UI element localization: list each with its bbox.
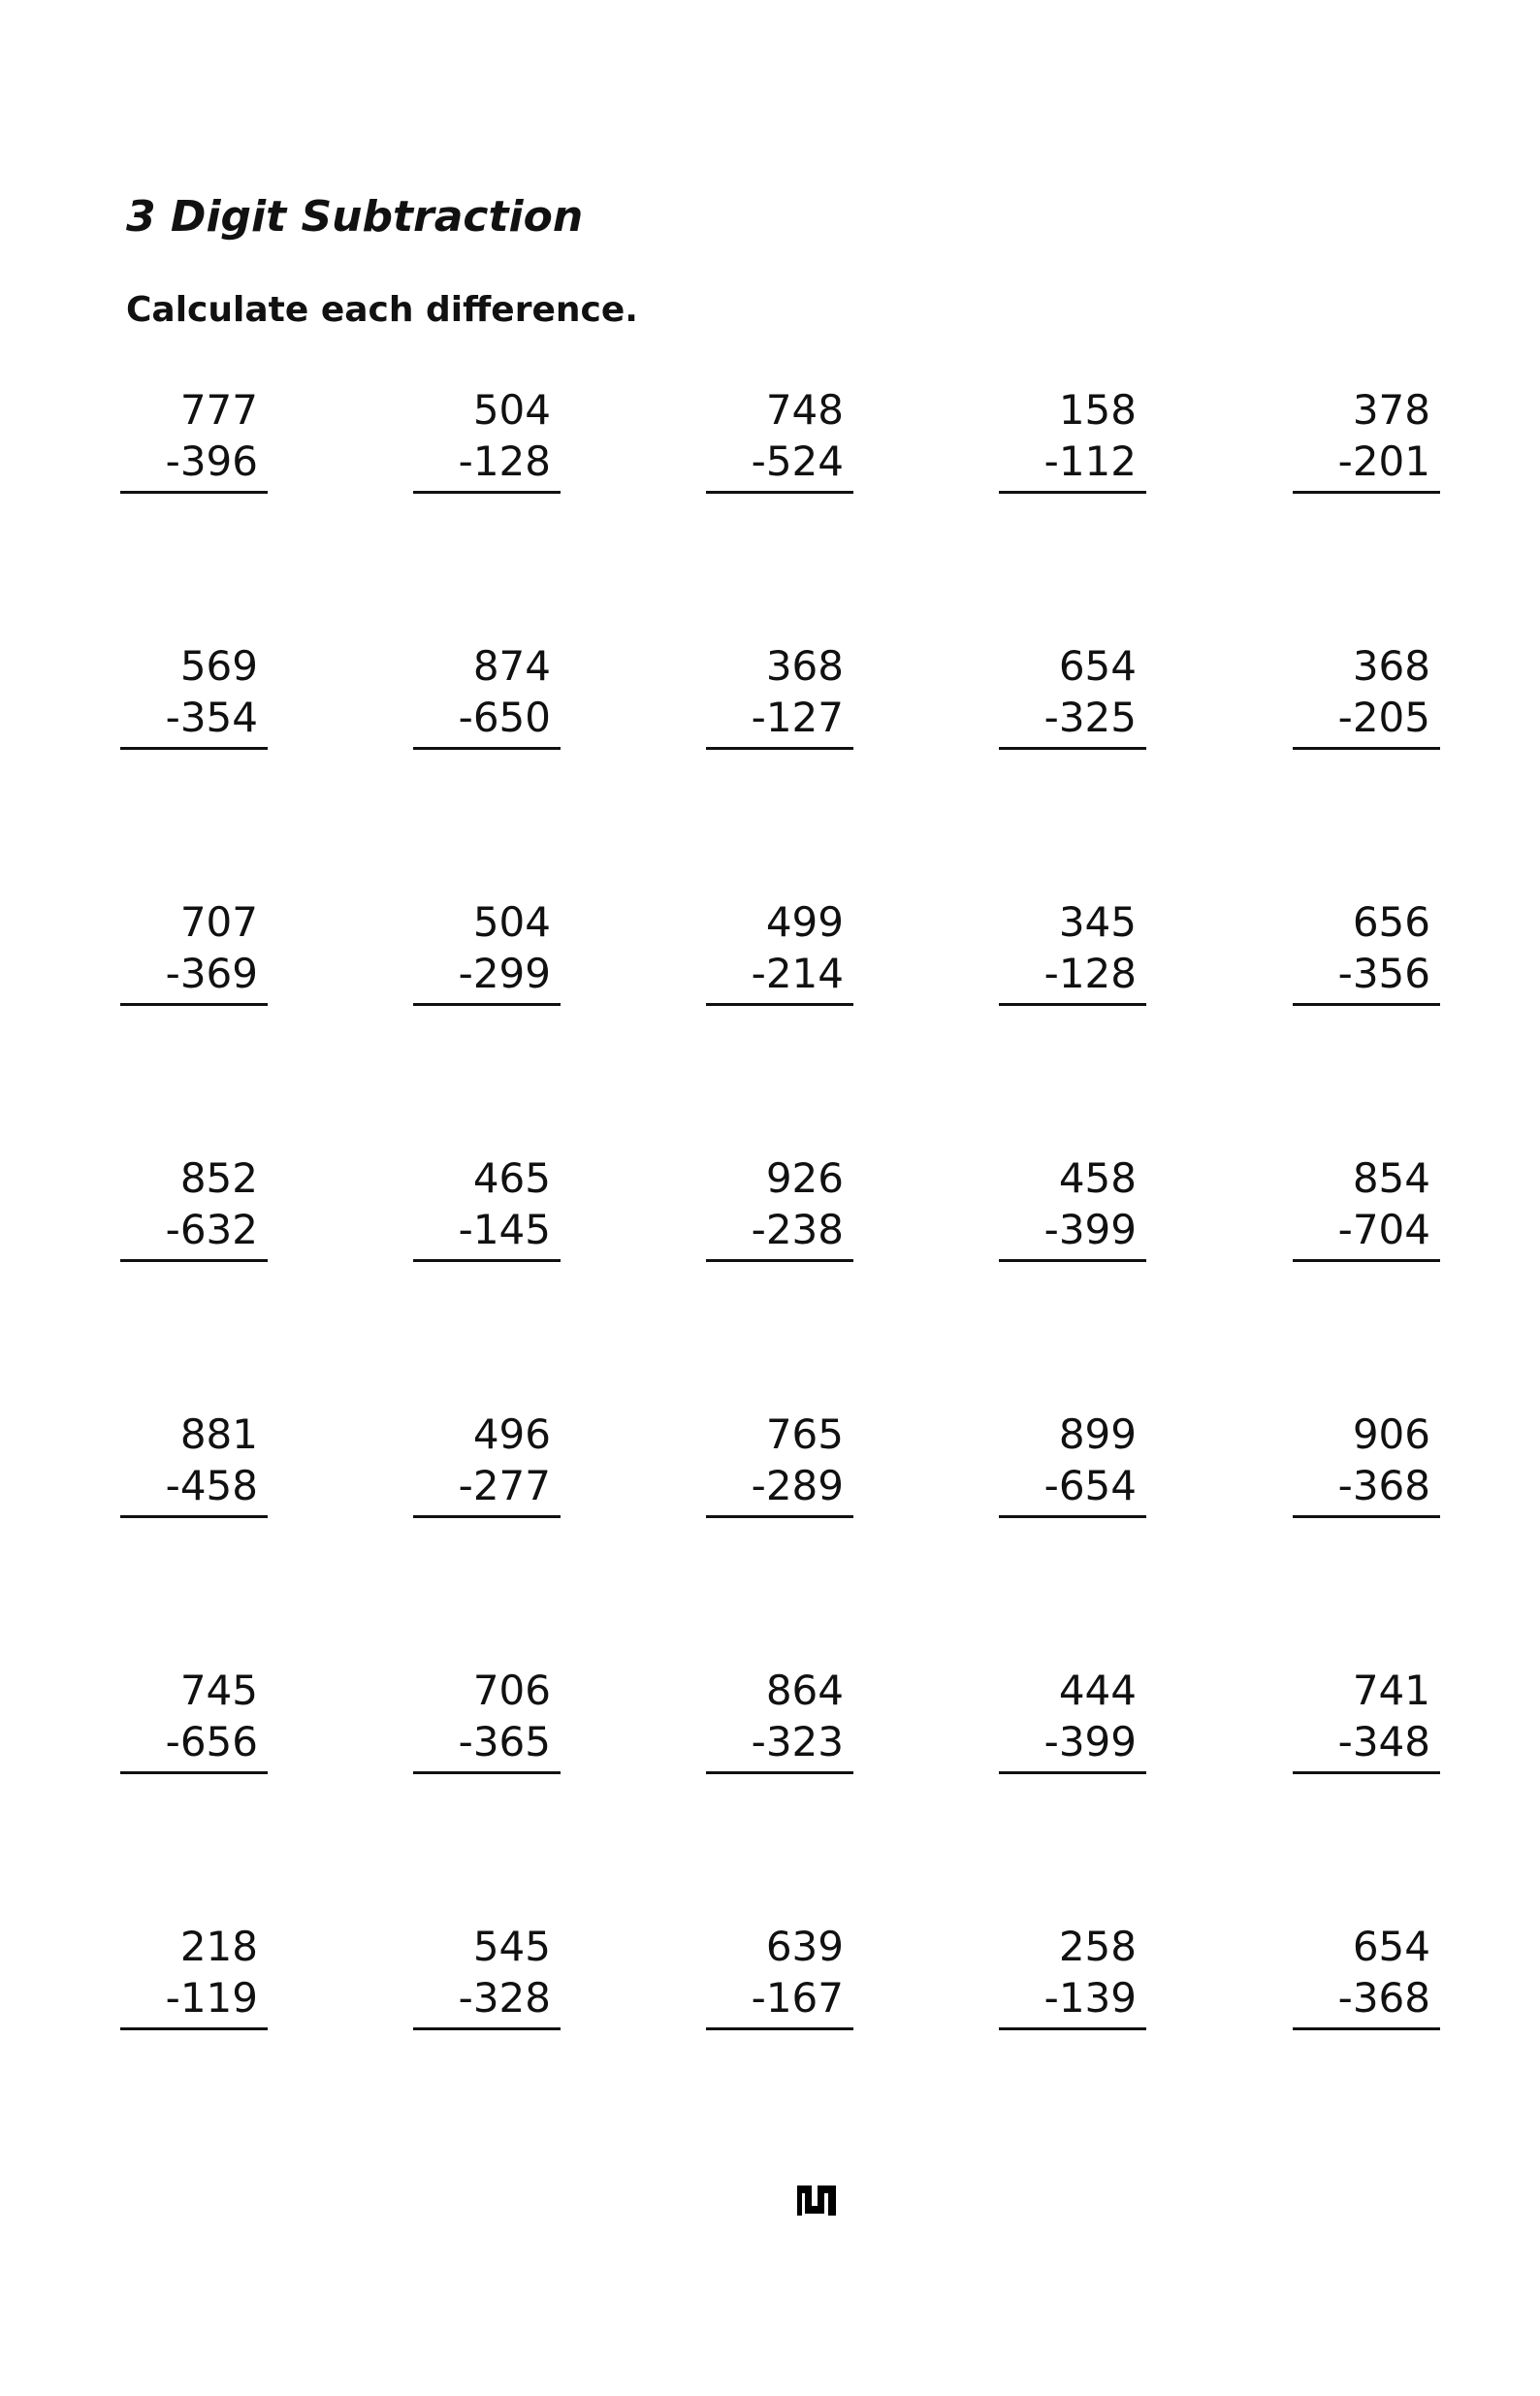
subtrahend: -399 (1043, 1718, 1137, 1765)
subtraction-problem (999, 1667, 1146, 1773)
subtraction-problem (413, 642, 561, 749)
minuend: 765 (765, 1410, 844, 1458)
subtrahend: -399 (1043, 1206, 1137, 1253)
subtrahend: -368 (1337, 1974, 1430, 2022)
answer-line (413, 491, 561, 494)
answer-line (1293, 2027, 1440, 2030)
minuend: 864 (765, 1667, 844, 1714)
answer-line (999, 491, 1146, 494)
answer-line (1293, 1003, 1440, 1006)
minuend: 899 (1058, 1410, 1137, 1458)
minuend: 777 (179, 386, 258, 434)
minuend: 496 (472, 1410, 551, 1458)
brand-logo-icon (795, 2183, 838, 2218)
subtraction-problem (413, 898, 561, 1005)
answer-line (1293, 1515, 1440, 1518)
subtraction-problem (999, 642, 1146, 749)
answer-line (413, 2027, 561, 2030)
answer-line (1293, 1259, 1440, 1262)
subtraction-problem (999, 1410, 1146, 1517)
subtraction-problem (999, 898, 1146, 1005)
subtraction-problem (999, 386, 1146, 493)
subtraction-problem (413, 1667, 561, 1773)
subtraction-problem (120, 1667, 268, 1773)
subtrahend: -128 (1043, 950, 1137, 997)
subtraction-problem (706, 898, 853, 1005)
subtraction-problem (706, 386, 853, 493)
subtrahend: -119 (165, 1974, 258, 2022)
subtraction-problem (120, 1154, 268, 1261)
minuend: 881 (179, 1410, 258, 1458)
subtraction-problem (1293, 1667, 1440, 1773)
subtrahend: -325 (1043, 694, 1137, 741)
subtrahend: -127 (751, 694, 844, 741)
subtraction-problem (706, 1667, 853, 1773)
answer-line (1293, 747, 1440, 750)
subtrahend: -656 (165, 1718, 258, 1765)
answer-line (999, 1771, 1146, 1774)
answer-line (120, 1771, 268, 1774)
subtrahend: -238 (751, 1206, 844, 1253)
subtrahend: -348 (1337, 1718, 1430, 1765)
subtraction-problem (120, 386, 268, 493)
answer-line (413, 1771, 561, 1774)
subtraction-problem (706, 1154, 853, 1261)
answer-line (413, 1259, 561, 1262)
subtrahend: -205 (1337, 694, 1430, 741)
subtraction-problem (706, 642, 853, 749)
subtraction-problem (999, 1923, 1146, 2029)
answer-line (1293, 491, 1440, 494)
minuend: 368 (765, 642, 844, 690)
answer-line (706, 491, 853, 494)
minuend: 745 (179, 1667, 258, 1714)
minuend: 378 (1352, 386, 1430, 434)
answer-line (413, 1515, 561, 1518)
subtrahend: -289 (751, 1462, 844, 1509)
subtrahend: -365 (458, 1718, 551, 1765)
minuend: 854 (1352, 1154, 1430, 1202)
answer-line (999, 1515, 1146, 1518)
minuend: 639 (765, 1923, 844, 1970)
subtrahend: -650 (458, 694, 551, 741)
subtrahend: -323 (751, 1718, 844, 1765)
minuend: 258 (1058, 1923, 1137, 1970)
subtraction-problem (120, 642, 268, 749)
subtrahend: -167 (751, 1974, 844, 2022)
answer-line (1293, 1771, 1440, 1774)
minuend: 656 (1352, 898, 1430, 946)
answer-line (413, 747, 561, 750)
subtrahend: -654 (1043, 1462, 1137, 1509)
minuend: 444 (1058, 1667, 1137, 1714)
minuend: 748 (765, 386, 844, 434)
answer-line (706, 1259, 853, 1262)
subtrahend: -277 (458, 1462, 551, 1509)
answer-line (706, 747, 853, 750)
subtraction-problem (120, 1410, 268, 1517)
subtraction-problem (413, 1154, 561, 1261)
subtrahend: -704 (1337, 1206, 1430, 1253)
subtrahend: -458 (165, 1462, 258, 1509)
subtraction-problem (120, 1923, 268, 2029)
minuend: 654 (1058, 642, 1137, 690)
subtraction-problem (1293, 642, 1440, 749)
subtrahend: -632 (165, 1206, 258, 1253)
subtraction-problem (706, 1923, 853, 2029)
subtraction-problem (413, 1410, 561, 1517)
minuend: 345 (1058, 898, 1137, 946)
minuend: 158 (1058, 386, 1137, 434)
minuend: 465 (472, 1154, 551, 1202)
answer-line (120, 747, 268, 750)
minuend: 504 (472, 898, 551, 946)
answer-line (999, 747, 1146, 750)
minuend: 874 (472, 642, 551, 690)
subtraction-problem (706, 1410, 853, 1517)
subtrahend: -201 (1337, 437, 1430, 485)
answer-line (706, 1003, 853, 1006)
answer-line (706, 2027, 853, 2030)
minuend: 741 (1352, 1667, 1430, 1714)
minuend: 545 (472, 1923, 551, 1970)
minuend: 569 (179, 642, 258, 690)
minuend: 906 (1352, 1410, 1430, 1458)
minuend: 368 (1352, 642, 1430, 690)
answer-line (706, 1515, 853, 1518)
subtrahend: -128 (458, 437, 551, 485)
subtraction-problem (413, 1923, 561, 2029)
subtrahend: -396 (165, 437, 258, 485)
answer-line (120, 1515, 268, 1518)
minuend: 504 (472, 386, 551, 434)
subtrahend: -524 (751, 437, 844, 485)
subtrahend: -368 (1337, 1462, 1430, 1509)
subtrahend: -299 (458, 950, 551, 997)
answer-line (120, 2027, 268, 2030)
subtraction-problem (1293, 1154, 1440, 1261)
subtrahend: -214 (751, 950, 844, 997)
subtrahend: -145 (458, 1206, 551, 1253)
subtraction-problem (1293, 898, 1440, 1005)
answer-line (706, 1771, 853, 1774)
minuend: 499 (765, 898, 844, 946)
answer-line (999, 1003, 1146, 1006)
answer-line (413, 1003, 561, 1006)
subtraction-problem (120, 898, 268, 1005)
subtraction-problem (1293, 1410, 1440, 1517)
answer-line (120, 1259, 268, 1262)
minuend: 218 (179, 1923, 258, 1970)
page-title: 3 Digit Subtraction (126, 192, 584, 242)
subtraction-problem (999, 1154, 1146, 1261)
subtraction-problem (413, 386, 561, 493)
subtrahend: -354 (165, 694, 258, 741)
minuend: 926 (765, 1154, 844, 1202)
minuend: 707 (179, 898, 258, 946)
subtraction-problem (1293, 386, 1440, 493)
answer-line (120, 1003, 268, 1006)
minuend: 706 (472, 1667, 551, 1714)
subtrahend: -356 (1337, 950, 1430, 997)
minuend: 654 (1352, 1923, 1430, 1970)
minuend: 458 (1058, 1154, 1137, 1202)
answer-line (999, 1259, 1146, 1262)
subtrahend: -369 (165, 950, 258, 997)
subtraction-problem (1293, 1923, 1440, 2029)
answer-line (120, 491, 268, 494)
instructions-text: Calculate each difference. (126, 290, 638, 330)
subtrahend: -139 (1043, 1974, 1137, 2022)
subtrahend: -112 (1043, 437, 1137, 485)
minuend: 852 (179, 1154, 258, 1202)
subtrahend: -328 (458, 1974, 551, 2022)
answer-line (999, 2027, 1146, 2030)
